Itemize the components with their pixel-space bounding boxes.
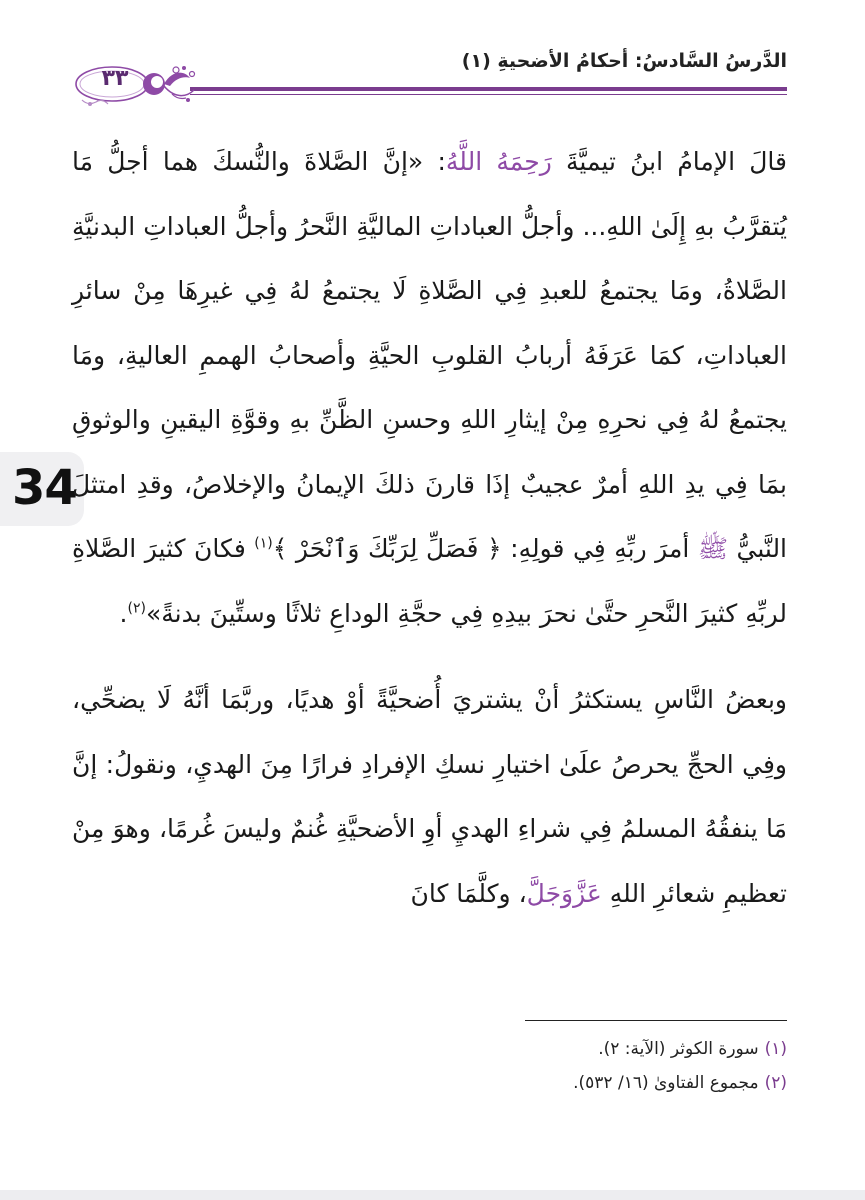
chapter-title: الدَّرسُ السَّادسُ: أحكامُ الأضحيةِ (١) bbox=[461, 50, 787, 72]
footnote-text: سورة الكوثر (الآية: ٢). bbox=[598, 1039, 759, 1059]
text-segment: ، وكلَّمَا كانَ bbox=[410, 878, 527, 908]
text-segment: قالَ الإمامُ ابنُ تيميَّةَ bbox=[551, 147, 787, 176]
honorific-text: رَحِمَهُ اللَّهُ bbox=[445, 147, 552, 176]
header-rule-thin bbox=[190, 94, 787, 95]
page-index-label: 34 bbox=[12, 460, 77, 516]
footnote-ref-2[interactable]: (٢) bbox=[127, 600, 146, 617]
footnote-marker: (١) bbox=[764, 1039, 787, 1059]
footnote-item bbox=[573, 1066, 787, 1100]
honorific-text: عَزَّوَجَلَّ bbox=[526, 878, 602, 908]
footnote-text: مجموع الفتاوىٰ (١٦/ ٥٣٢). bbox=[573, 1073, 759, 1093]
footnote-divider bbox=[525, 1020, 787, 1021]
main-text bbox=[72, 130, 787, 926]
paragraph-ibn-taymiyyah-quote bbox=[72, 130, 787, 646]
paragraph-sacrifice-spending bbox=[72, 668, 787, 926]
footnote-marker: (٢) bbox=[764, 1073, 787, 1093]
text-segment: فكانَ كثيرَ الصَّلاةِ لربِّهِ كثيرَ النَّحرِ حتَّىٰ نحرَ بيدِهِ فِي حجَّةِ الوداعِ ثلاثًا وستِّينَ بدنةً» bbox=[72, 534, 787, 628]
text-segment: : «إنَّ الصَّلاةَ والنُّسكَ هما أجلُّ مَا يُتقرَّبُ بهِ إِلَىٰ اللهِ... وأجلُّ العباداتِ الماليَّةِ النَّحرُ وأجلُّ العباداتِ البدنيَّةِ الصَّلاةُ، ومَا يجتمعُ للعبدِ فِي الصَّلاةِ لَا يجتمعُ لهُ فِي غيرِهَا مِنْ سائرِ العباداتِ، كمَا عَرَفَهُ أربابُ القلوبِ الحيَّةِ وأصحابُ الهممِ العاليةِ، ومَا يجتمعُ لهُ فِي نحرِهِ مِنْ إيثارِ اللهِ وحسنِ الظَّنِّ بهِ وقوَّةِ اليقينِ والوثوقِ بمَا فِي يدِ اللهِ أمرٌ عجيبٌ إذَا قارنَ ذلكَ الإيمانُ والإخلاصُ، وقدِ امتثلَ النَّبيُّ bbox=[72, 147, 788, 563]
footnotes bbox=[573, 1032, 787, 1100]
text-segment: . bbox=[119, 598, 128, 628]
salutation-glyph: ﷺ bbox=[697, 534, 729, 563]
footnote-ref-1[interactable]: (١) bbox=[254, 535, 273, 552]
bottom-bar bbox=[0, 1190, 865, 1200]
header-rule bbox=[190, 87, 787, 91]
page-number: ٣٣ bbox=[101, 66, 129, 91]
text-segment: وبعضُ النَّاسِ يستكثرُ أنْ يشتريَ أُضحيَّةً أوْ هديًا، وربَّمَا أنَّهُ لَا يضحِّي، وفِي الحجِّ يحرصُ علَىٰ اختيارِ نسكِ الإفرادِ فرارًا مِنَ الهديِ، ونقولُ: إنَّ مَا ينفقُهُ المسلمُ فِي شراءِ الهديِ أوِ الأضحيَّةِ غُنمٌ وليسَ غُرمًا، وهوَ مِنْ تعظيمِ شعائرِ اللهِ bbox=[72, 685, 787, 908]
page-number-ornament bbox=[72, 60, 202, 112]
footnote-item bbox=[573, 1032, 787, 1066]
text-segment: أمرَ ربِّهِ فِي قولِهِ: ﴿ فَصَلِّ لِرَبِّكَ وَٱنْحَرْ ﴾ bbox=[272, 534, 698, 563]
